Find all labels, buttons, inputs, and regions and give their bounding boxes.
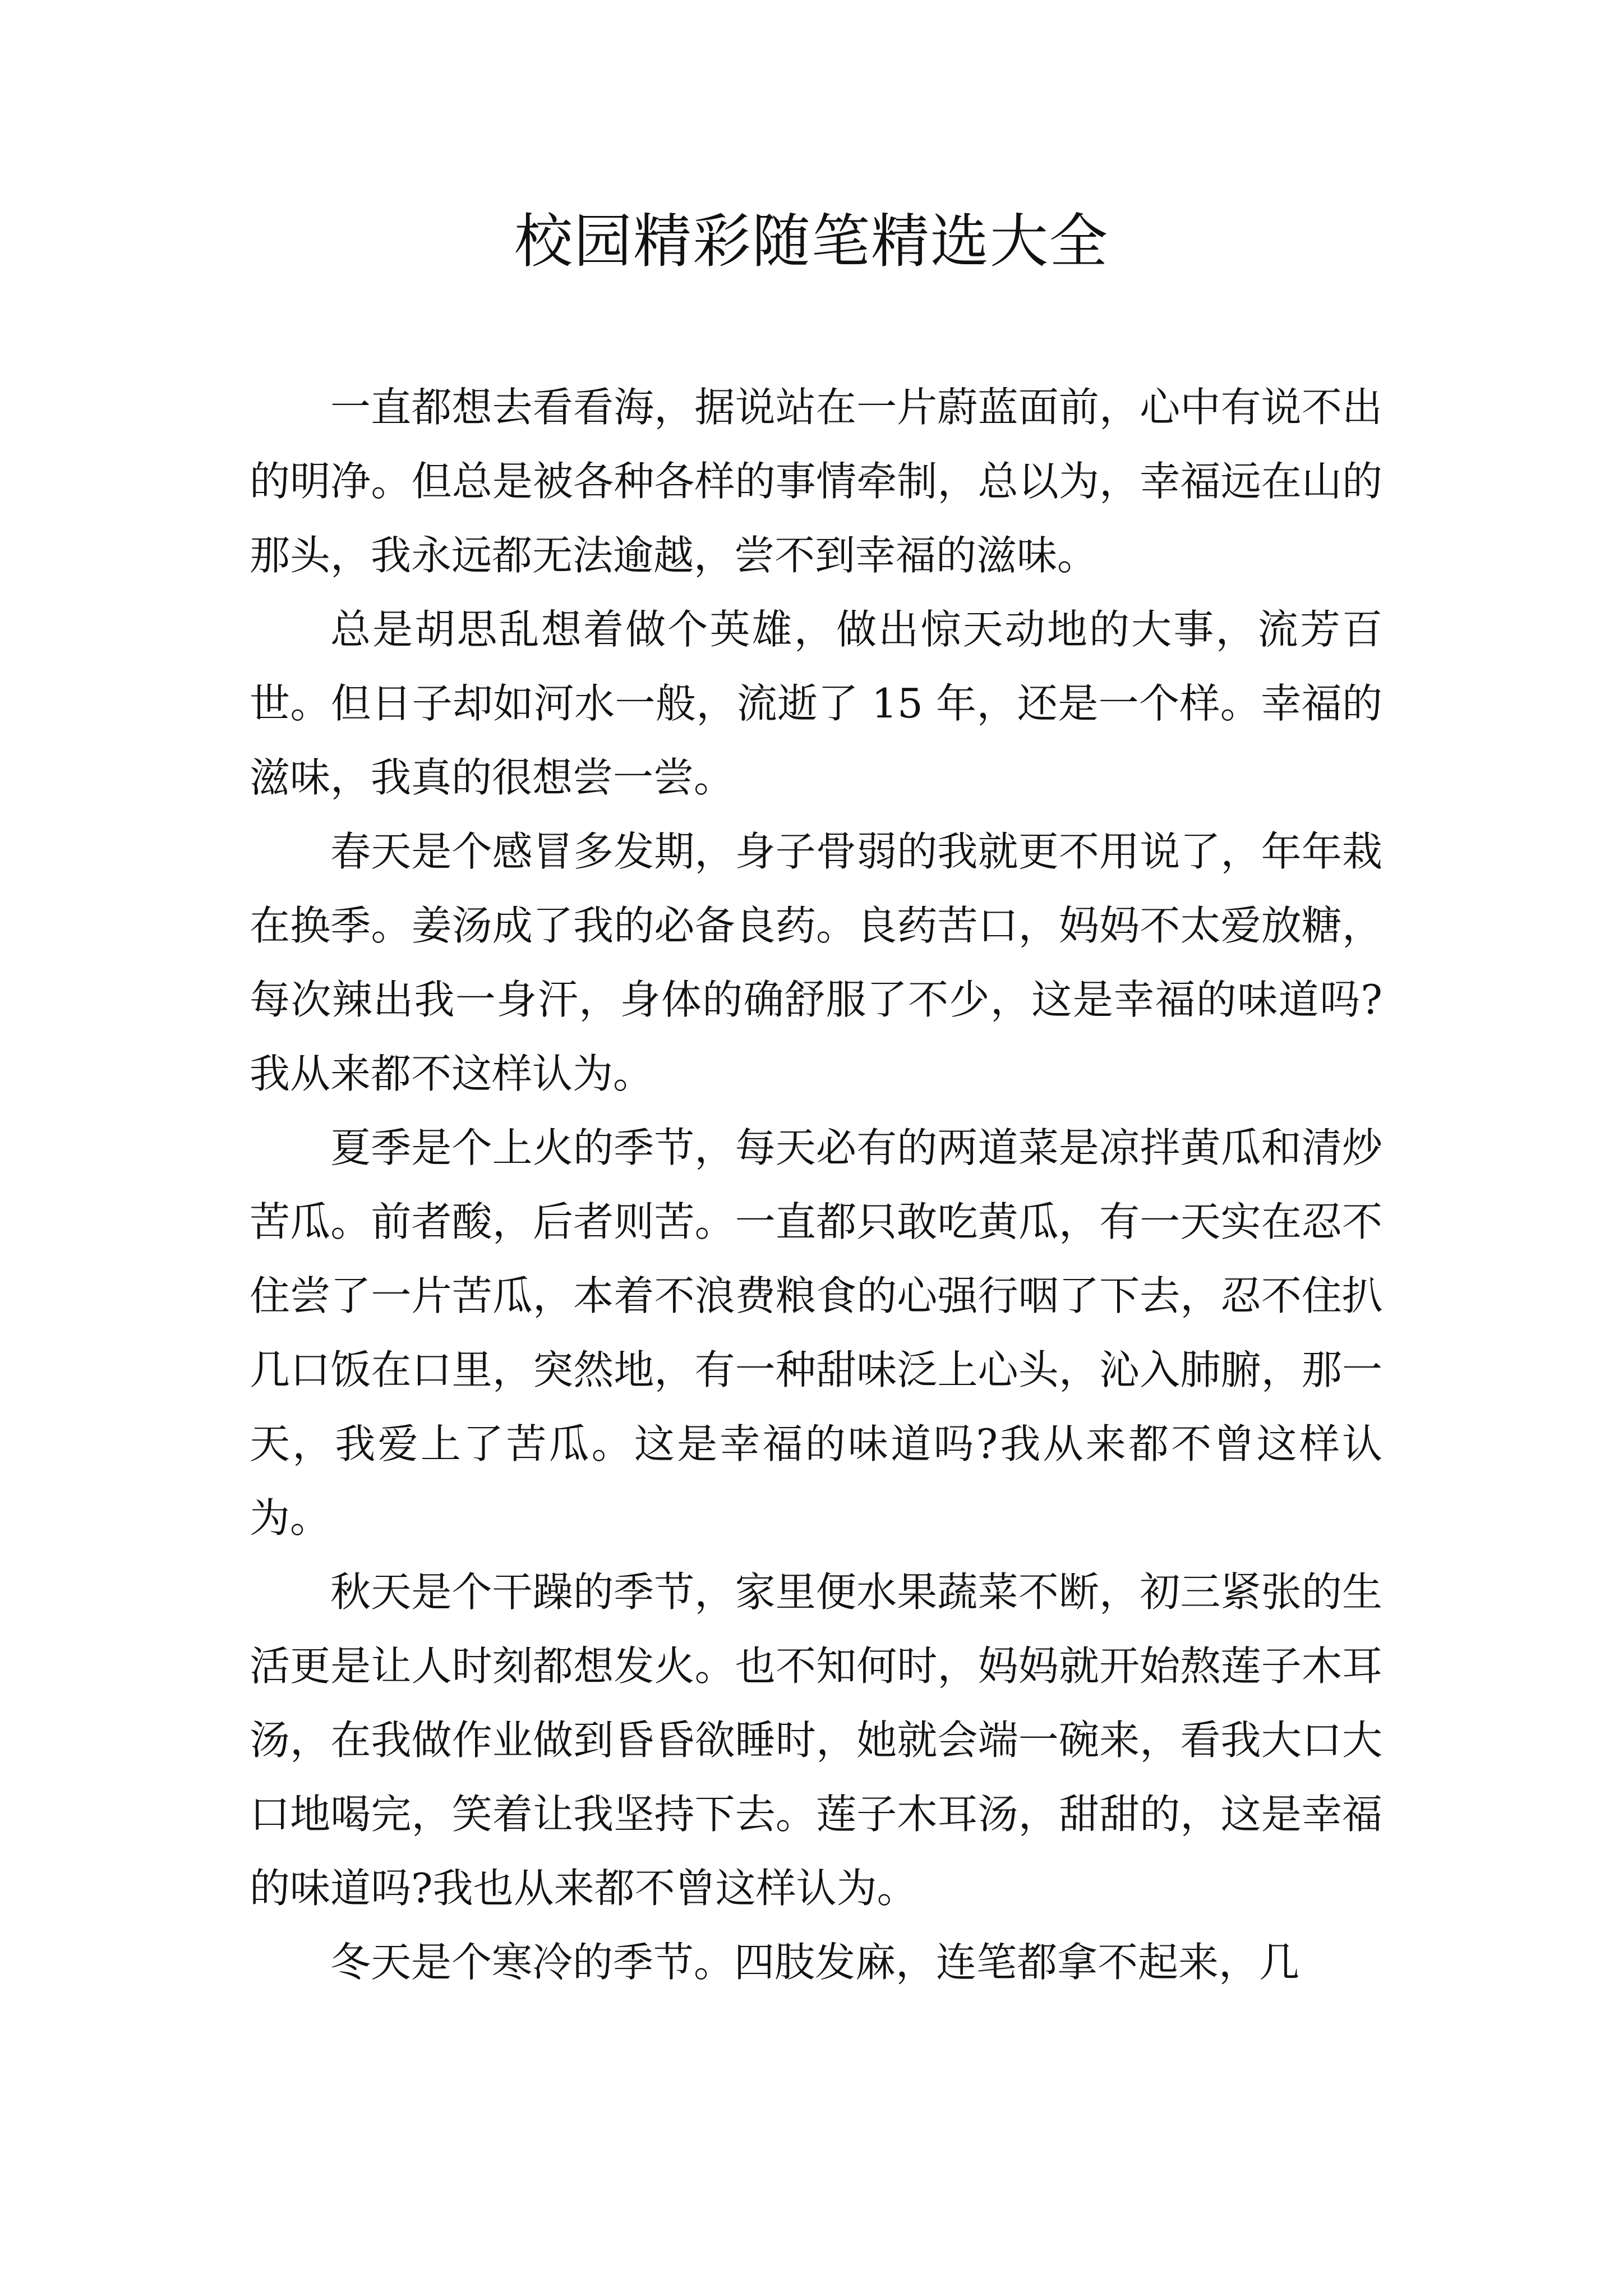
paragraph: 冬天是个寒冷的季节。四肢发麻，连笔都拿不起来，几 [330,1939,1300,1986]
document-body [250,370,1382,1999]
document-title: 校园精彩随笔精选大全 [514,207,1109,275]
paragraph: 秋天是个干躁的季节，家里便水果蔬菜不断，初三紧张的生活更是让人时刻都想发火。也不知何时，妈妈就开始熬莲子木耳汤，在我做作业做到昏昏欲睡时，她就会端一碗来，看我大口大口地喝完，笑着让我坚持下去。莲子木耳汤，甜甜的，这是幸福的味道吗?我也从来都不曾这样认为。 [250,1568,1382,1912]
paragraph: 夏季是个上火的季节，每天必有的两道菜是凉拌黄瓜和清炒苦瓜。前者酸，后者则苦。一直都只敢吃黄瓜，有一天实在忍不住尝了一片苦瓜，本着不浪费粮食的心强行咽了下去，忍不住扒几口饭在口里，突然地，有一种甜味泛上心头，沁入肺腑，那一天，我爱上了苦瓜。这是幸福的味道吗?我从来都不曾这样认为。 [250,1124,1382,1542]
paragraph: 总是胡思乱想着做个英雄，做出惊天动地的大事，流芳百世。但日子却如河水一般，流逝了 15 年，还是一个样。幸福的滋味，我真的很想尝一尝。 [250,606,1382,801]
paragraph: 春天是个感冒多发期，身子骨弱的我就更不用说了，年年栽在换季。姜汤成了我的必备良药。良药苦口，妈妈不太爱放糖，每次辣出我一身汗，身体的确舒服了不少，这是幸福的味道吗?我从来都不这样认为。 [250,828,1382,1097]
paragraph: 一直都想去看看海，据说站在一片蔚蓝面前，心中有说不出的明净。但总是被各种各样的事情牵制，总以为，幸福远在山的那头，我永远都无法逾越，尝不到幸福的滋味。 [250,384,1382,579]
